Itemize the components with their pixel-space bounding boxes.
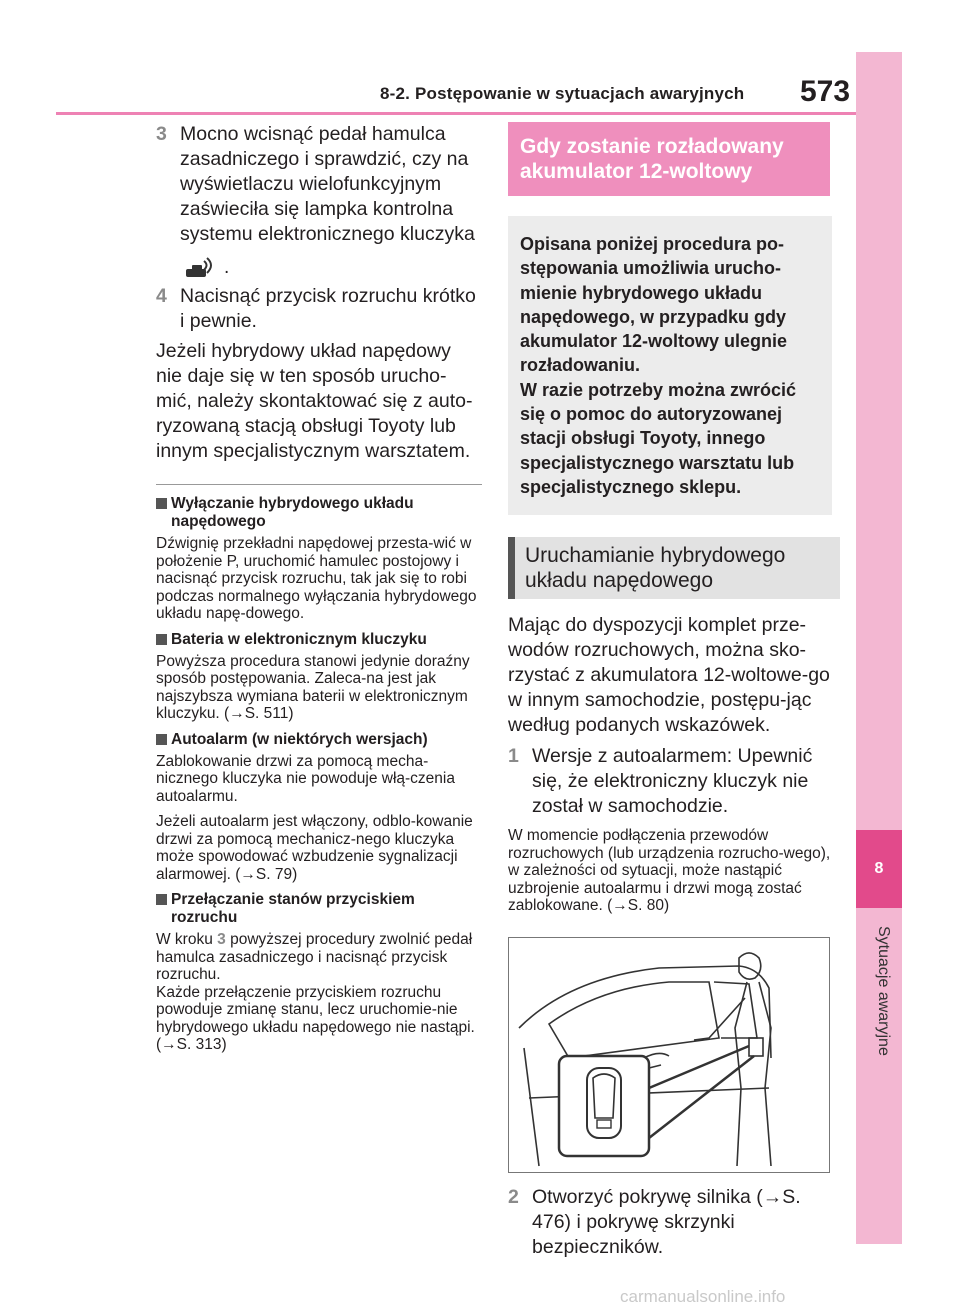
person-with-key-at-car-door-illustration <box>508 937 830 1173</box>
right-column <box>508 122 832 1260</box>
header-rule <box>56 112 856 115</box>
step-1 <box>508 744 832 819</box>
left-column <box>156 122 482 1054</box>
page-number: 573 <box>800 75 851 108</box>
chapter-number: 8 <box>856 830 902 908</box>
subsection-heading: Przełączanie stanów przyciskiem rozruchu <box>156 891 482 927</box>
info-text: W razie potrzeby można zwrócić się o pomoc do autoryzowanej stacji obsługi Toyoty, innego specjalistycznego warsztatu lub specjalistycznego sklepu. <box>520 379 797 497</box>
text-fragment: powyższej procedury zwolnić pedał hamulca zasadniczego i nacisnąć przycisk rozruchu. <box>156 931 473 983</box>
info-text: Opisana poniżej procedura po-stępowania umożliwia urucho-mienie hybrydowego układu napędowego, w przypadku gdy akumulator 12-woltowy ulegnie rozładowaniu. <box>520 234 788 376</box>
subsection-text: Powyższa procedura stanowi jedynie doraźny sposób postępowania. Zaleca-na jest jak najszybsza wymiana baterii w elektronicznym kluczyku. (→S. 511) <box>156 652 470 722</box>
step-reference: 3 <box>217 931 226 948</box>
step-text: Wersje z autoalarmem: Upewnić się, że elektroniczny kluczyk nie został w samochodzie. <box>532 745 813 818</box>
step-text: Otworzyć pokrywę silnika (→S. 476) i pokrywę skrzynki bezpieczników. <box>532 1185 801 1258</box>
subsection-heading: Autoalarm (w niektórych wersjach) <box>156 731 482 749</box>
key-indicator-line <box>156 252 482 284</box>
step-number: 2 <box>508 1185 519 1208</box>
section-header: 8-2. Postępowanie w sytuacjach awaryjnych <box>380 84 745 103</box>
step-number: 3 <box>156 123 167 145</box>
step-2 <box>508 1185 832 1260</box>
step-number: 1 <box>508 745 519 768</box>
subsection-text: Zablokowanie drzwi za pomocą mecha-nicznego kluczyka nie powoduje włą-czenia autoalarmu. <box>156 752 455 805</box>
text-fragment: W kroku <box>156 931 218 948</box>
smart-key-indicator-icon <box>182 255 216 281</box>
step-number: 4 <box>156 285 167 307</box>
info-box <box>508 216 832 515</box>
step-text: Mocno wcisnąć pedał hamulca zasadniczego i sprawdzić, czy na wyświetlaczu wielofunkcyjnym zaświeciła się lampka kontrolna systemu elektronicznego kluczyka <box>180 123 475 245</box>
step-text: Nacisnąć przycisk rozruchu krótko i pewnie. <box>180 285 476 332</box>
key-suffix: . <box>224 257 230 278</box>
subsection-text: Jeżeli autoalarm jest włączony, odblo-kowanie drzwi za pomocą mechanicz-nego kluczyka może spowodować wzbudzenie sygnalizacji alarmowej. (→S. 79) <box>156 813 473 883</box>
section-title: Uruchamianie hybrydowego układu napędowego <box>508 537 840 599</box>
car-door-illustration-svg <box>509 938 829 1172</box>
divider <box>156 484 482 485</box>
pink-title-box: Gdy zostanie rozładowany akumulator 12-woltowy <box>508 122 830 196</box>
chapter-label: Sytuacje awaryjne <box>875 926 892 1056</box>
step-3 <box>156 122 482 247</box>
subsection-text: Dźwignię przekładni napędowej przesta-wić w położenie P, uruchomić hamulec postojowy i nacisnąć przycisk rozruchu, tak jak się to robi podczas normalnego wyłączania hybrydowego układu napę-dowego. <box>156 535 477 622</box>
subsection-text: Każde przełączenie przyciskiem rozruchu powoduje zmianę stanu, lecz uruchomie-nie hybrydowego układu napędowego nie nastąpi. (→S. 313) <box>156 983 475 1053</box>
subsection-heading: Wyłączanie hybrydowego układu napędowego <box>156 495 482 531</box>
watermark: carmanualsonline.info <box>620 1287 786 1306</box>
step-4 <box>156 284 482 334</box>
note-text: W momencie podłączenia przewodów rozruchowych (lub urządzenia rozrucho-wego), w zależności od sytuacji, może nastąpić uzbrojenie autoalarmu i drzwi mogą zostać zablokowane. (→S. 80) <box>508 827 831 915</box>
subsection-text <box>156 931 482 984</box>
paragraph: Jeżeli hybrydowy układ napędowy nie daje się w ten sposób urucho-mić, należy skontaktować się z auto-ryzowaną stacją obsługi Toyoty lub innym specjalistycznym warsztatem. <box>156 340 473 462</box>
paragraph: Mając do dyspozycji komplet prze-wodów rozruchowych, można sko-rzystać z akumulatora 12-woltowe-go w innym samochodzie, postępu-jąc według podanych wskazówek. <box>508 614 830 737</box>
subsection-heading: Bateria w elektronicznym kluczyku <box>156 631 482 649</box>
